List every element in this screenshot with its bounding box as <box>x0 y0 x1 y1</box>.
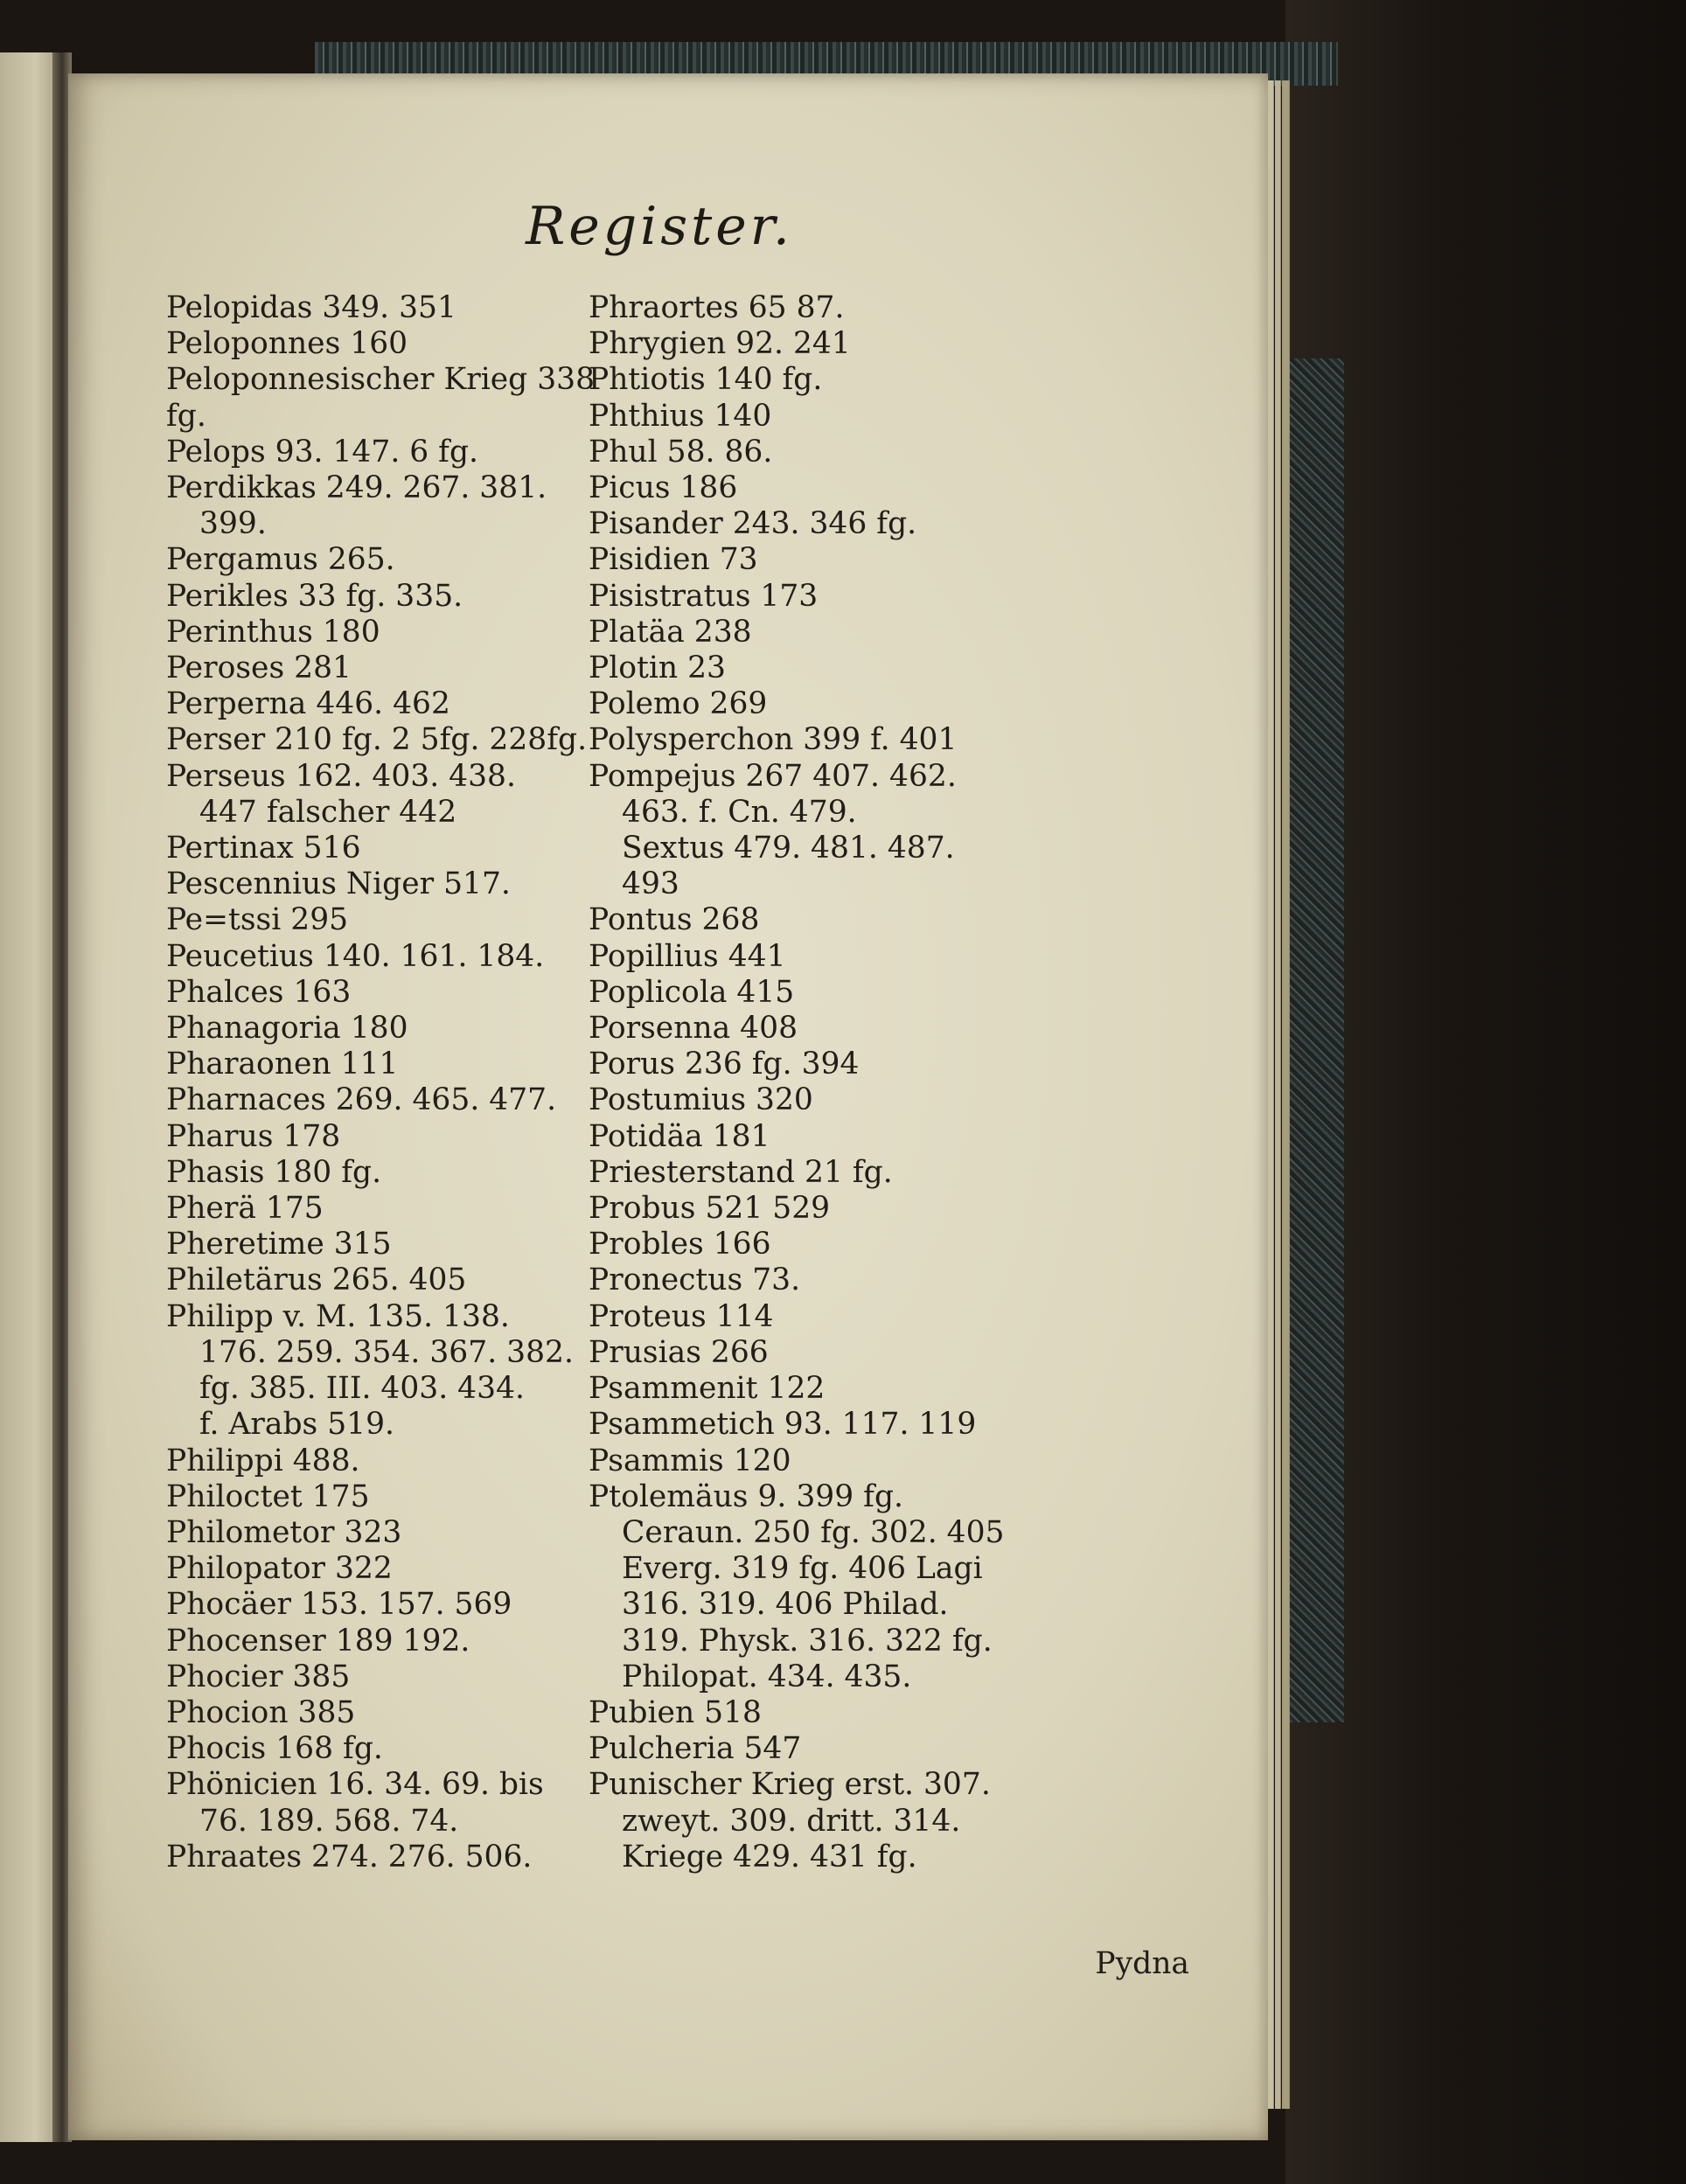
index-entry: Phrygien 92. 241 <box>589 326 851 362</box>
index-entry: Philippi 488. <box>166 1443 360 1478</box>
index-entry: Pheretime 315 <box>166 1227 392 1262</box>
index-entry: Postumius 320 <box>589 1082 813 1118</box>
index-entry: Pescennius Niger 517. <box>166 866 511 902</box>
book-cover-edge <box>1285 0 1686 2184</box>
index-entry: Prusias 266 <box>589 1334 769 1370</box>
index-entry-continuation: 447 falscher 442 <box>199 794 457 830</box>
index-entry: Pubien 518 <box>589 1694 763 1730</box>
index-entry: Pisander 243. 346 fg. <box>589 506 917 542</box>
index-entry: Perseus 162. 403. 438. <box>166 758 516 794</box>
index-entry: Polysperchon 399 f. 401 <box>589 722 958 758</box>
index-page <box>68 73 1268 2140</box>
index-entry: Phönicien 16. 34. 69. bis <box>166 1767 544 1803</box>
index-entry: Porsenna 408 <box>589 1011 798 1047</box>
index-entry: Pompejus 267 407. 462. <box>589 758 957 794</box>
index-entry: Phocis 168 fg. <box>166 1731 383 1767</box>
index-entry: Phocenser 189 192. <box>166 1623 470 1659</box>
index-entry-continuation: Everg. 319 fg. 406 Lagi <box>622 1551 983 1587</box>
index-entry: Pulcheria 547 <box>589 1731 802 1767</box>
index-entry: Pelops 93. 147. 6 fg. <box>166 434 478 469</box>
index-entry: Perperna 446. 462 <box>166 686 450 722</box>
index-entry: Phocion 385 <box>166 1694 356 1730</box>
facing-page-edge <box>0 52 59 2142</box>
index-entry: Phul 58. 86. <box>589 434 773 469</box>
index-entry: Pharnaces 269. 465. 477. <box>166 1082 557 1118</box>
index-entry: Pe=tssi 295 <box>166 902 349 938</box>
index-entry: Phocier 385 <box>166 1659 351 1694</box>
index-entry-continuation: 399. <box>199 506 267 542</box>
index-entry: Philoctet 175 <box>166 1478 370 1514</box>
index-entry-continuation: 493 <box>622 866 679 902</box>
page-edge <box>1282 80 1290 2109</box>
index-entry: Popillius 441 <box>589 938 786 974</box>
index-entry: Plotin 23 <box>589 650 727 686</box>
index-entry-continuation: 176. 259. 354. 367. 382. <box>199 1334 574 1370</box>
index-entry-continuation: fg. <box>166 398 206 434</box>
index-entry-continuation: 76. 189. 568. 74. <box>199 1803 459 1839</box>
index-entry: Porus 236 fg. 394 <box>589 1047 860 1082</box>
index-entry: Pontus 268 <box>589 902 760 938</box>
index-entry: Peroses 281 <box>166 650 352 686</box>
index-entry-continuation: zweyt. 309. dritt. 314. <box>622 1803 961 1839</box>
marbled-cover-pattern <box>1290 358 1344 1722</box>
index-entry: Perdikkas 249. 267. 381. <box>166 470 547 506</box>
index-entry: Potidäa 181 <box>589 1118 770 1154</box>
index-entry: Ptolemäus 9. 399 fg. <box>589 1478 903 1514</box>
index-entry: Probles 166 <box>589 1227 771 1262</box>
index-entry: Philometor 323 <box>166 1514 402 1550</box>
page-title: Register. <box>526 196 793 257</box>
index-entry: Psammenit 122 <box>589 1371 826 1407</box>
index-entry: Phthius 140 <box>589 398 772 434</box>
index-entry: Phasis 180 fg. <box>166 1154 382 1190</box>
index-entry: Phraates 274. 276. 506. <box>166 1839 533 1874</box>
index-entry: Peucetius 140. 161. 184. <box>166 938 545 974</box>
index-entry: Peloponnes 160 <box>166 326 408 362</box>
index-column-left <box>166 290 630 1875</box>
index-entry: Phtiotis 140 fg. <box>589 362 823 398</box>
index-entry-continuation: 316. 319. 406 Philad. <box>622 1587 949 1623</box>
index-entry: Punischer Krieg erst. 307. <box>589 1767 991 1803</box>
index-entry: Phanagoria 180 <box>166 1011 408 1047</box>
index-entry: Probus 521 529 <box>589 1191 831 1227</box>
index-entry: Polemo 269 <box>589 686 768 722</box>
index-entry: Platäa 238 <box>589 614 752 650</box>
index-entry: Philetärus 265. 405 <box>166 1262 467 1298</box>
index-entry-continuation: Kriege 429. 431 fg. <box>622 1839 917 1874</box>
index-entry: Pergamus 265. <box>166 542 395 578</box>
index-entry: Philopator 322 <box>166 1551 393 1587</box>
catchword: Pydna <box>1095 1946 1189 1981</box>
index-entry: Pelopidas 349. 351 <box>166 290 456 325</box>
index-entry: Priesterstand 21 fg. <box>589 1154 893 1190</box>
index-entry: Pisidien 73 <box>589 542 758 578</box>
index-entry-continuation: 319. Physk. 316. 322 fg. <box>622 1623 993 1659</box>
index-entry-continuation: Ceraun. 250 fg. 302. 405 <box>622 1514 1005 1550</box>
index-entry: Perikles 33 fg. 335. <box>166 578 463 614</box>
index-entry-continuation: fg. 385. III. 403. 434. <box>199 1371 525 1407</box>
index-entry: Poplicola 415 <box>589 974 795 1010</box>
index-entry: Perinthus 180 <box>166 614 380 650</box>
index-entry: Picus 186 <box>589 470 738 506</box>
index-column-right <box>589 290 1192 1875</box>
index-entry: Proteus 114 <box>589 1298 774 1334</box>
index-entry-continuation: Philopat. 434. 435. <box>622 1659 912 1694</box>
index-entry: Phraortes 65 87. <box>589 290 845 325</box>
index-entry-continuation: 463. f. Cn. 479. <box>622 794 857 830</box>
index-entry: Pisistratus 173 <box>589 578 819 614</box>
index-entry: Psammis 120 <box>589 1443 791 1478</box>
index-entry: Phocäer 153. 157. 569 <box>166 1587 512 1623</box>
page-edge <box>1268 80 1274 2109</box>
index-entry: Pharus 178 <box>166 1118 341 1154</box>
index-entry: Philipp v. M. 135. 138. <box>166 1298 510 1334</box>
index-entry: Pherä 175 <box>166 1191 324 1227</box>
index-entry: Pharaonen 111 <box>166 1047 399 1082</box>
index-entry-continuation: Sextus 479. 481. 487. <box>622 831 955 866</box>
index-entry-continuation: f. Arabs 519. <box>199 1407 395 1443</box>
page-edge <box>1275 80 1281 2109</box>
index-entry: Psammetich 93. 117. 119 <box>589 1407 977 1443</box>
index-entry: Phalces 163 <box>166 974 352 1010</box>
index-entry: Peloponnesischer Krieg 338 <box>166 362 596 398</box>
index-entry: Pronectus 73. <box>589 1262 801 1298</box>
index-entry: Pertinax 516 <box>166 831 361 866</box>
index-entry: Perser 210 fg. 2 5fg. 228fg. <box>166 722 588 758</box>
